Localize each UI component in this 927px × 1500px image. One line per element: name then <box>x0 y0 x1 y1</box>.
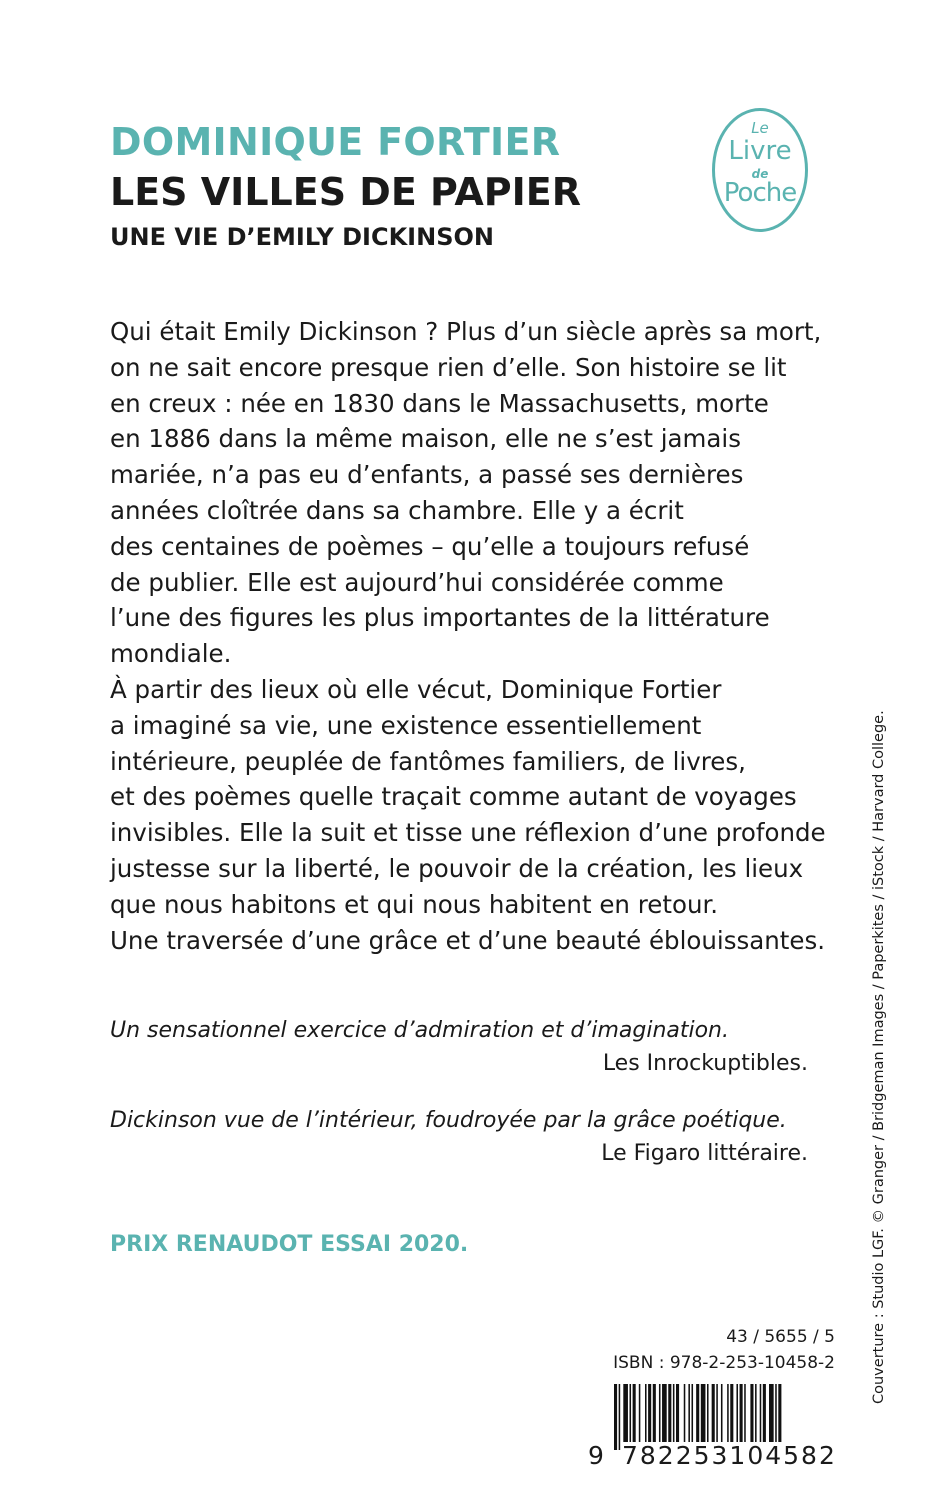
blurb-line: que nous habitons et qui nous habitent en retour. <box>110 889 719 919</box>
blurb-line: l’une des figures les plus importantes de la littérature <box>110 603 770 633</box>
blurb-line: a imaginé sa vie, une existence essentiellement <box>110 710 702 740</box>
blurb-line: mariée, n’a pas eu d’enfants, a passé ses dernières <box>110 460 744 490</box>
logo-poche: Poche <box>723 178 797 208</box>
blurb-line: et des poèmes quelle traçait comme autant de voyages <box>110 782 797 812</box>
blurb-line: de publier. Elle est aujourd’hui considérée comme <box>110 567 724 597</box>
catalog-number: 43 / 5655 / 5 <box>726 1327 835 1347</box>
barcode-bar <box>619 1384 621 1450</box>
press-quote-source: Les Inrockuptibles. <box>602 1051 808 1076</box>
blurb-line: invisibles. Elle la suit et tisse une réflexion d’une profonde <box>110 818 826 848</box>
book-subtitle: UNE VIE D’EMILY DICKINSON <box>110 223 494 251</box>
press-quote <box>110 1014 808 1080</box>
blurb-line: années cloîtrée dans sa chambre. Elle y a écrit <box>110 495 684 525</box>
press-quote-text: Dickinson vue de l’intérieur, foudroyée par la grâce poétique. <box>110 1108 787 1133</box>
isbn-barcode <box>584 1384 836 1474</box>
blurb-line: en creux : née en 1830 dans le Massachusetts, morte <box>110 388 769 418</box>
blurb-line: en 1886 dans la même maison, elle ne s’est jamais <box>110 424 741 454</box>
blurb-line: des centaines de poèmes – qu’elle a toujours refusé <box>110 531 750 561</box>
press-quote-text: Un sensationnel exercice d’admiration et d’imagination. <box>110 1018 729 1043</box>
publication-codes <box>613 1324 835 1376</box>
livre-de-poche-logo <box>712 108 808 232</box>
press-quote-source: Le Figaro littéraire. <box>601 1141 808 1166</box>
blurb-line: Qui était Emily Dickinson ? Plus d’un siècle après sa mort, <box>110 317 822 346</box>
prize-award: PRIX RENAUDOT ESSAI 2020. <box>110 1232 469 1257</box>
blurb-line: Une traversée d’une grâce et d’une beauté éblouissantes. <box>110 925 825 955</box>
blurb-line: À partir des lieux où elle vécut, Dominique Fortier <box>110 674 722 704</box>
book-blurb <box>110 314 830 958</box>
barcode-digits: 782253104582 <box>622 1441 837 1470</box>
blurb-line: mondiale. <box>110 639 232 669</box>
logo-le: Le <box>751 119 769 137</box>
isbn-number: ISBN : 978-2-253-10458-2 <box>613 1353 835 1373</box>
blurb-line: intérieure, peuplée de fantômes familiers, de livres, <box>110 746 746 776</box>
press-quote <box>110 1104 808 1170</box>
logo-livre: Livre <box>728 136 792 166</box>
barcode-bar <box>614 1384 617 1450</box>
book-title: LES VILLES DE PAPIER <box>110 170 582 214</box>
blurb-line: justesse sur la liberté, le pouvoir de la création, les lieux <box>110 853 804 883</box>
blurb-line: on ne sait encore presque rien d’elle. Son histoire se lit <box>110 352 787 382</box>
cover-credits: Couverture : Studio LGF. © Granger / Bridgeman Images / Paperkites / iStock / Harvard College. <box>871 710 887 1404</box>
author-name: DOMINIQUE FORTIER <box>110 120 561 164</box>
logo-de: de <box>751 167 769 181</box>
barcode-first-digit: 9 <box>588 1441 604 1470</box>
